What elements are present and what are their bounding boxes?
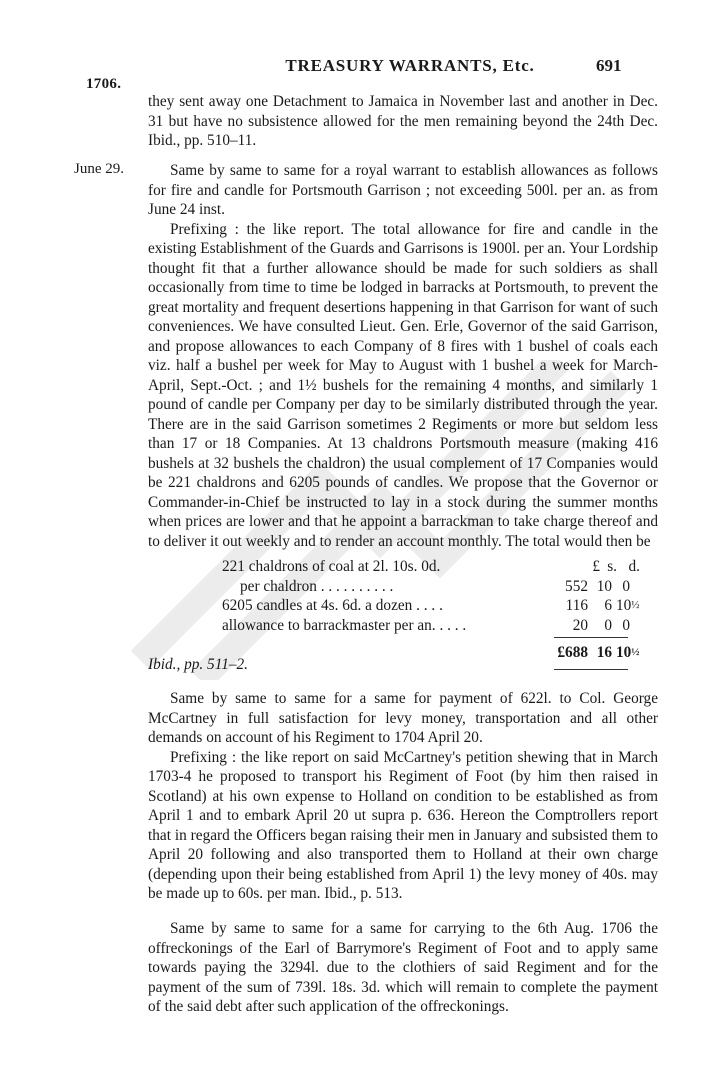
page-title: TREASURY WARRANTS, Etc. (285, 56, 535, 75)
ibid-reference (148, 655, 658, 675)
entry-mccartney (148, 689, 658, 904)
table-row (148, 577, 668, 597)
cell-pence-fraction: ½ (631, 599, 640, 611)
entry-prefixing: Prefixing : the like report. The total allowance for fire and candle in the existing Establishment of the Guards and Garrisons is 1900l. per an. Your Lordship thought fit that a further allowance should be made for such soldiers as shall occasionally from time to time be lodged in barracks at Portsmouth, to prevent the great mortality and frequent desertions happening in that Garrison for want of such conveniences. We have consulted Lieut. Gen. Erle, Governor of the said Garrison, and propose allowances to each Company of 8 fires with 1 bushel of coals each viz. half a bushel per week for May to August with 1 bushel a week for March-April, Sept.-Oct. ; and 1½ bushels for the remaining 4 months, and similarly 1 pound of candle per Company per day to be similarly distributed through the year. There are in the said Garrison sometimes 2 Regiments or more but seldom less than 17 or 18 Companies. At 13 chaldrons Portsmouth measure (making 416 bushels at 32 bushels the chaldron) the usual complement of 17 Companies would be 221 chaldrons and 6205 pounds of candles. We propose that the Governor or Commander-in-Chief be instructed to lay in a stock during the summer months when prices are lower and that he appoint a barrackman to take charge thereof and to deliver it out weekly and to render an account monthly. The total would then be (148, 220, 658, 550)
header-year: 1706. (86, 76, 122, 92)
table-row-desc: per chaldron . . . . . . . . . . (240, 577, 394, 595)
cell-shillings: 10 (596, 577, 612, 595)
table-row-desc: 6205 candles at 4s. 6d. a dozen . . . . (222, 597, 443, 614)
entry-prefixing: Prefixing : the like report on said McCartney's petition shewing that in March 1703-4 he proposed to transport his Regiment of Foot (by him then raised in Scotland) at his own expense to Holland on condition to be established as from April 1 and to embark April 20 ut supra p. 636. Hereon the Comptrollers report that in regard the Officers began raising their men in January and subsisted them to April 20 following and also transported them to Holland at their own charge (depending upon their being established from April 1) the levy money of 40s. may be made up to 60s. per man. Ibid., p. 513. (148, 748, 658, 902)
paragraph-text: they sent away one Detachment to Jamaica in November last and another in Dec. 31 but have no subsistence allowed for the men remaining beyond the 24th Dec. Ibid., pp. 510–11. (148, 93, 658, 149)
entry-summary: Same by same to same for a same for payment of 622l. to Col. George McCartney in full satisfaction for levy money, transportation and all other demands on account of his Regiment to 1704 April 20. (148, 690, 658, 746)
cell-pence: 0 (622, 577, 630, 595)
cell-shillings: 6 (604, 597, 612, 614)
total-pounds: £688 (557, 644, 588, 661)
cell-pence: 0 (622, 616, 630, 634)
cell-pounds: 20 (572, 616, 588, 634)
cell-pence-value: 10 (616, 597, 632, 614)
entry-portsmouth-garrison (148, 161, 658, 551)
table-row-desc: 221 chaldrons of coal at 2l. 10s. 0d. (222, 558, 441, 575)
col-shillings-header: s. (607, 558, 617, 575)
table-row (148, 616, 668, 636)
margin-date-june-29: June 29. (74, 161, 124, 177)
allowance-table (148, 557, 668, 663)
page-number: 691 (596, 56, 622, 75)
sum-rule (554, 637, 628, 638)
cell-pounds: 116 (565, 597, 588, 614)
col-pounds-header: £ (592, 558, 600, 575)
cell-pounds: 552 (565, 577, 588, 595)
table-header-row (148, 557, 668, 577)
ibid-text: Ibid., pp. 511–2. (148, 656, 248, 673)
total-pence-fraction: ½ (631, 646, 640, 658)
total-pence-value: 10 (616, 644, 632, 661)
table-row (148, 596, 668, 616)
total-shillings: 16 (596, 644, 612, 661)
entry-summary: Same by same to same for a same for carrying to the 6th Aug. 1706 the offreckonings of the Earl of Barrymore's Regiment of Foot and to apply same towards paying the 3294l. due to the clothiers of said Regiment and for the payment of the sum of 739l. 18s. 3d. which will remain to complete the payment of the said debt after such application of the offreckonings. (148, 920, 658, 1015)
col-pence-header: d. (628, 558, 640, 575)
entry-barrymore (148, 919, 658, 1017)
cell-shillings: 0 (604, 616, 612, 634)
entry-summary: Same by same to same for a royal warrant to establish allowances as follows for fire and candle for Portsmouth Garrison ; not exceeding 500l. per an. as from June 24 inst. (148, 162, 658, 218)
table-row-desc: allowance to barrackmaster per an. . . . . (222, 616, 467, 634)
paragraph-detachment (148, 92, 658, 151)
cell-pence (616, 596, 646, 616)
